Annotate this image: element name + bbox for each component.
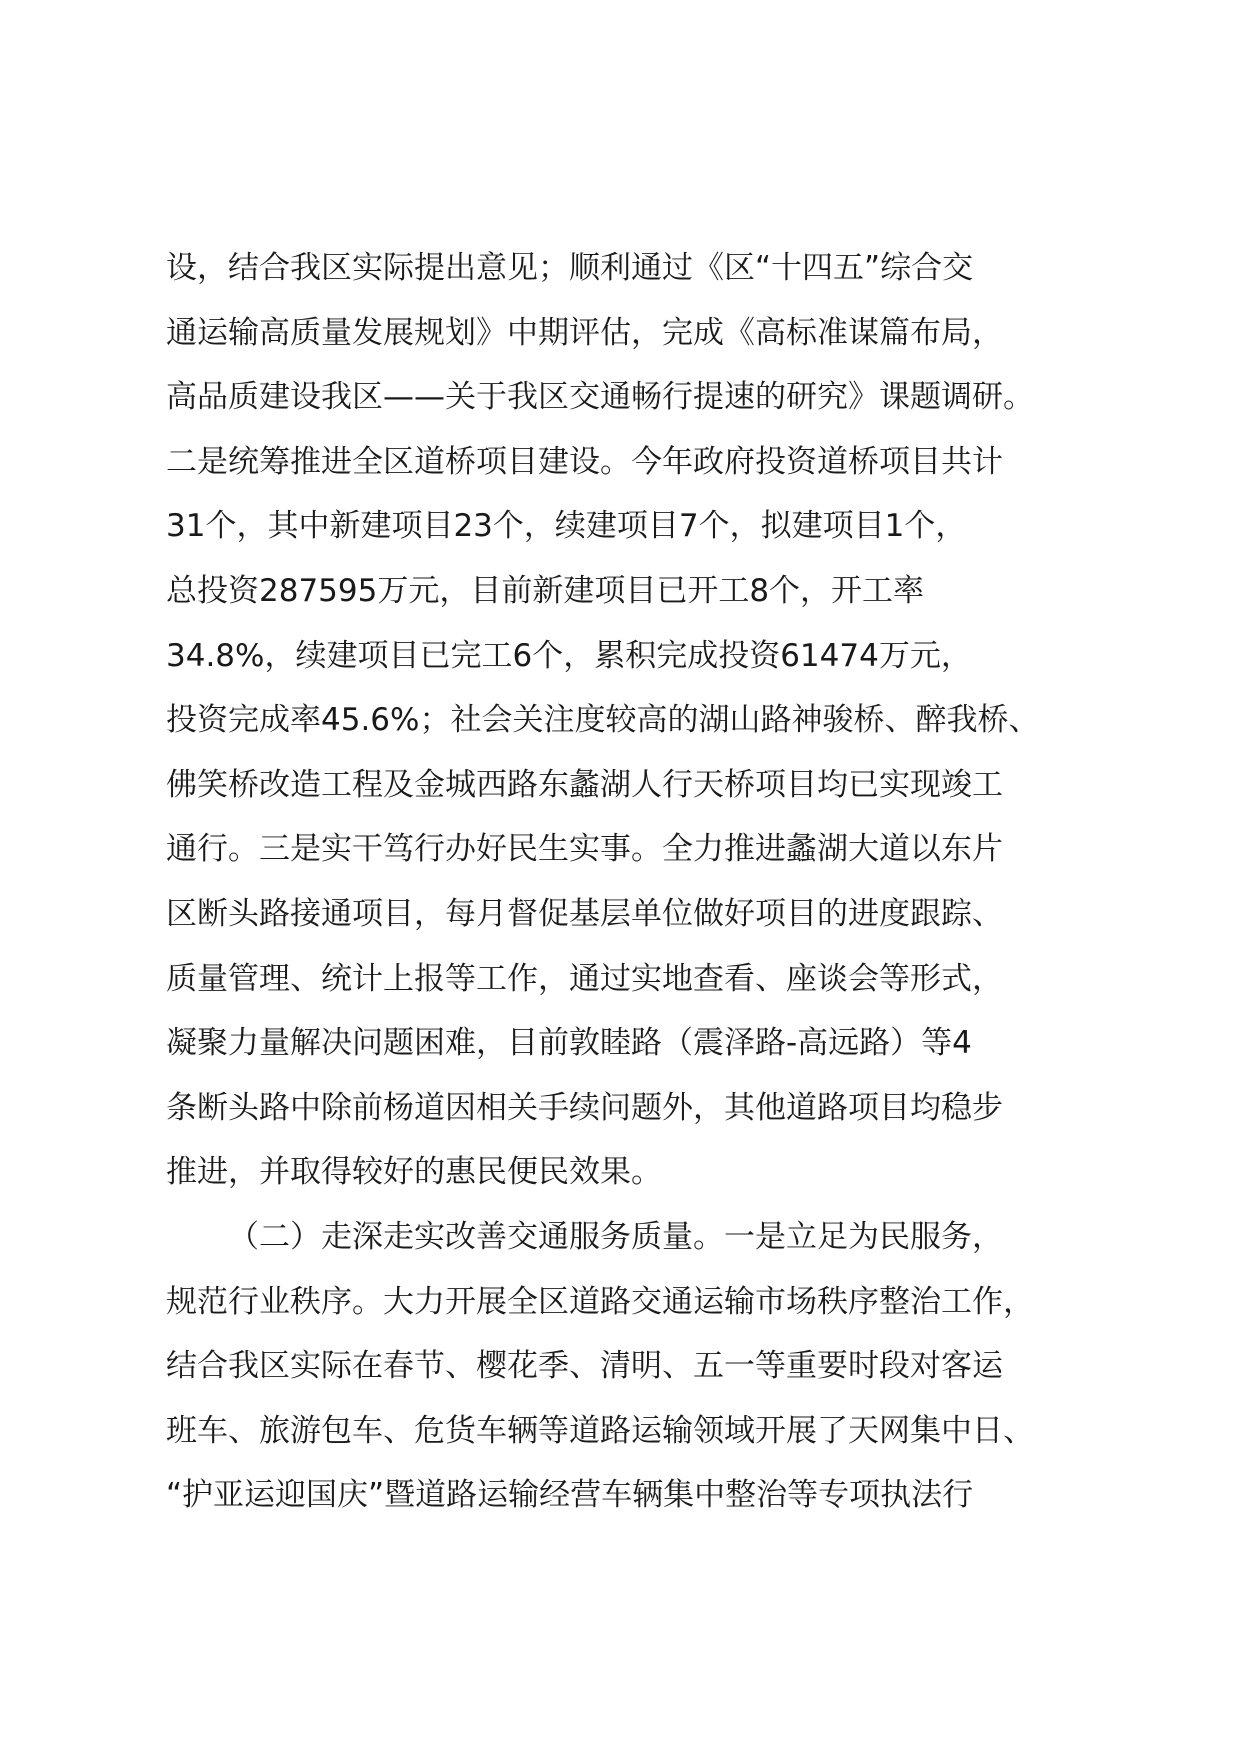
text-line: 规范行业秩序。大力开展全区道路交通运输市场秩序整治工作， — [166, 1283, 1034, 1320]
text-line: 结合我区实际在春节、樱花季、清明、五一等重要时段对客运 — [166, 1348, 1003, 1385]
text-line: 推进，并取得较好的惠民便民效果。 — [166, 1154, 662, 1191]
text-line: 34.8%，续建项目已完工6个，累积完成投资61474万元， — [166, 637, 972, 674]
text-line: 高品质建设我区——关于我区交通畅行提速的研究》课题调研。 — [166, 379, 1034, 416]
text-line: 班车、旅游包车、危货车辆等道路运输领域开展了天网集中日、 — [166, 1412, 1034, 1449]
section-heading-line: （二）走深走实改善交通服务质量。一是立足为民服务， — [228, 1218, 1003, 1255]
text-line: 佛笑桥改造工程及金城西路东蠡湖人行天桥项目均已实现竣工 — [166, 766, 1003, 803]
text-line: 区断头路接通项目，每月督促基层单位做好项目的进度跟踪、 — [166, 895, 1003, 932]
text-line: 质量管理、统计上报等工作，通过实地查看、座谈会等形式， — [166, 960, 1003, 997]
text-line: 凝聚力量解决问题困难，目前敦睦路（震泽路-高远路）等4 — [166, 1025, 972, 1062]
text-line: 31个，其中新建项目23个，续建项目7个，拟建项目1个， — [166, 508, 967, 545]
text-line: 通行。三是实干笃行办好民生实事。全力推进蠡湖大道以东片 — [166, 831, 1003, 868]
text-line: 设，结合我区实际提出意见；顺利通过《区“十四五”综合交 — [166, 250, 974, 286]
body-text — [166, 236, 1126, 1528]
text-line: 总投资287595万元，目前新建项目已开工8个，开工率 — [166, 572, 925, 609]
text-line: 投资完成率45.6%；社会关注度较高的湖山路神骏桥、醉我桥、 — [166, 702, 1040, 739]
text-line: 通运输高质量发展规划》中期评估，完成《高标准谋篇布局， — [166, 314, 1003, 351]
text-line: “护亚运迎国庆”暨道路运输经营车辆集中整治等专项执法行 — [166, 1477, 974, 1514]
text-line: 条断头路中除前杨道因相关手续问题外，其他道路项目均稳步 — [166, 1089, 1003, 1126]
text-line: 二是统筹推进全区道桥项目建设。今年政府投资道桥项目共计 — [166, 443, 1003, 480]
